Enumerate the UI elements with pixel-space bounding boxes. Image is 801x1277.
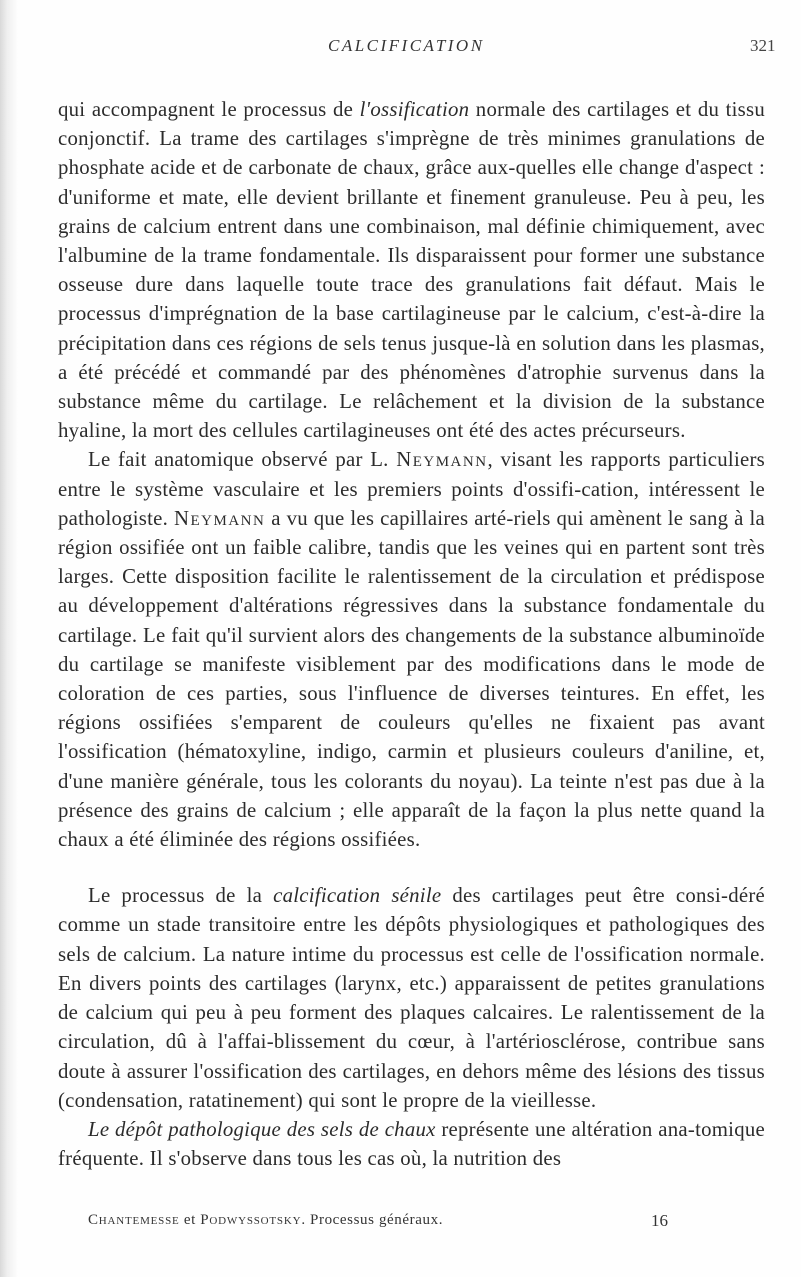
signature-mark: 16 <box>651 1211 668 1230</box>
text-run: calcification sénile <box>273 884 442 908</box>
scan-edge-shadow <box>0 0 18 1277</box>
running-header <box>0 36 801 66</box>
text-run: normale des cartilages et du tissu conjonctif. La trame des cartilages s'imprègne de très minimes granulations de phosphate acide et de carbonate de chaux, grâce aux-quelles elle change d'aspect : d'uniforme et mate, elle devient brillante et finement granuleuse. Peu à peu, les grains de calcium entrent dans une combinaison, mal définie chimiquement, avec l'albumine de la trame fondamentale. Ils disparaissent pour former une substance osseuse dure dans laquelle toute trace des granulations fait défaut. Mais le processus d'imprégnation de la base cartilagineuse par le calcium, c'est-à-dire la précipitation dans ces régions de sels tenus jusque-là en solution dans les plasmas, a été précédé et commandé par des phénomènes d'atrophie survenus dans la substance même du cartilage. Le relâchement et la division de la substance hyaline, la mort des cellules cartilagineuses ont été des actes précurseurs. <box>58 98 765 443</box>
text-run: des cartilages peut être consi-déré comme un stade transitoire entre les dépôts physiologiques et pathologiques des sels de calcium. La nature intime du processus est celle de l'ossification normale. En divers points des cartilages (larynx, etc.) apparaissent de petites granulations de calcium qui peu à peu forment des plaques calcaires. Le ralentissement de la circulation, dû à l'affai-blissement du cœur, à l'artériosclérose, contribue sans doute à assurer l'ossification des cartilages, en dehors même des lésions des tissus (condensation, ratatinement) qui sont le propre de la vieillesse. <box>58 884 765 1112</box>
text-run: Le fait anatomique observé par L. <box>88 448 397 472</box>
text-run: , visant les rapports particuliers entre le système vasculaire et les premiers points d'ossifi-cation, intéressent le pathologiste. <box>58 448 765 530</box>
footer-credit <box>88 1212 443 1229</box>
footer-author-1: Chantemesse <box>88 1212 180 1228</box>
paragraph-gap <box>58 854 765 881</box>
paragraph-p4 <box>58 1115 765 1173</box>
paragraph-p2 <box>58 445 765 854</box>
running-title: CALCIFICATION <box>328 36 485 55</box>
signature-footer <box>88 1212 758 1238</box>
paragraph-p3 <box>58 881 765 1115</box>
text-run: Neymann <box>396 448 488 472</box>
text-run: l'ossification <box>359 98 470 121</box>
text-run: Le processus de la <box>88 884 274 908</box>
text-run: représente une altération ana-tomique fréquente. Il s'observe dans tous les cas où, la nutrition des <box>58 1117 765 1171</box>
text-run: a vu que les capillaires arté-riels qui amènent le sang à la région ossifiée ont un faible calibre, tandis que les veines qui en partent sont très larges. Cette disposition facilite le ralentissement de la circulation et prédispose au développement d'altérations régressives dans la substance fondamentale du cartilage. Le fait qu'il survient alors des changements de la substance albuminoïde du cartilage se manifeste visiblement par des modifications dans le mode de coloration de ces parties, sous l'influence de diverses teintures. En effet, les régions ossifiées s'emparent de couleurs qu'elles ne fixaient pas avant l'ossification (hématoxyline, indigo, carmin et plusieurs couleurs d'aniline, et, d'une manière générale, tous les colorants du noyau). La teinte n'est pas due à la présence des grains de calcium ; elle apparaît de la façon la plus nette quand la chaux a été éliminée des régions ossifiées. <box>58 506 765 852</box>
page-number: 321 <box>750 36 776 55</box>
text-run: qui accompagnent le processus de <box>58 98 360 121</box>
paragraph-p1 <box>58 95 765 445</box>
body-text <box>58 95 765 1173</box>
footer-author-2: Podwyssotsky <box>200 1212 302 1228</box>
text-run: Neymann <box>173 506 266 530</box>
footer-connector: et <box>179 1212 201 1228</box>
text-run: Le dépôt pathologique des sels de chaux <box>88 1117 436 1141</box>
footer-book-title: . Processus généraux. <box>301 1212 444 1228</box>
